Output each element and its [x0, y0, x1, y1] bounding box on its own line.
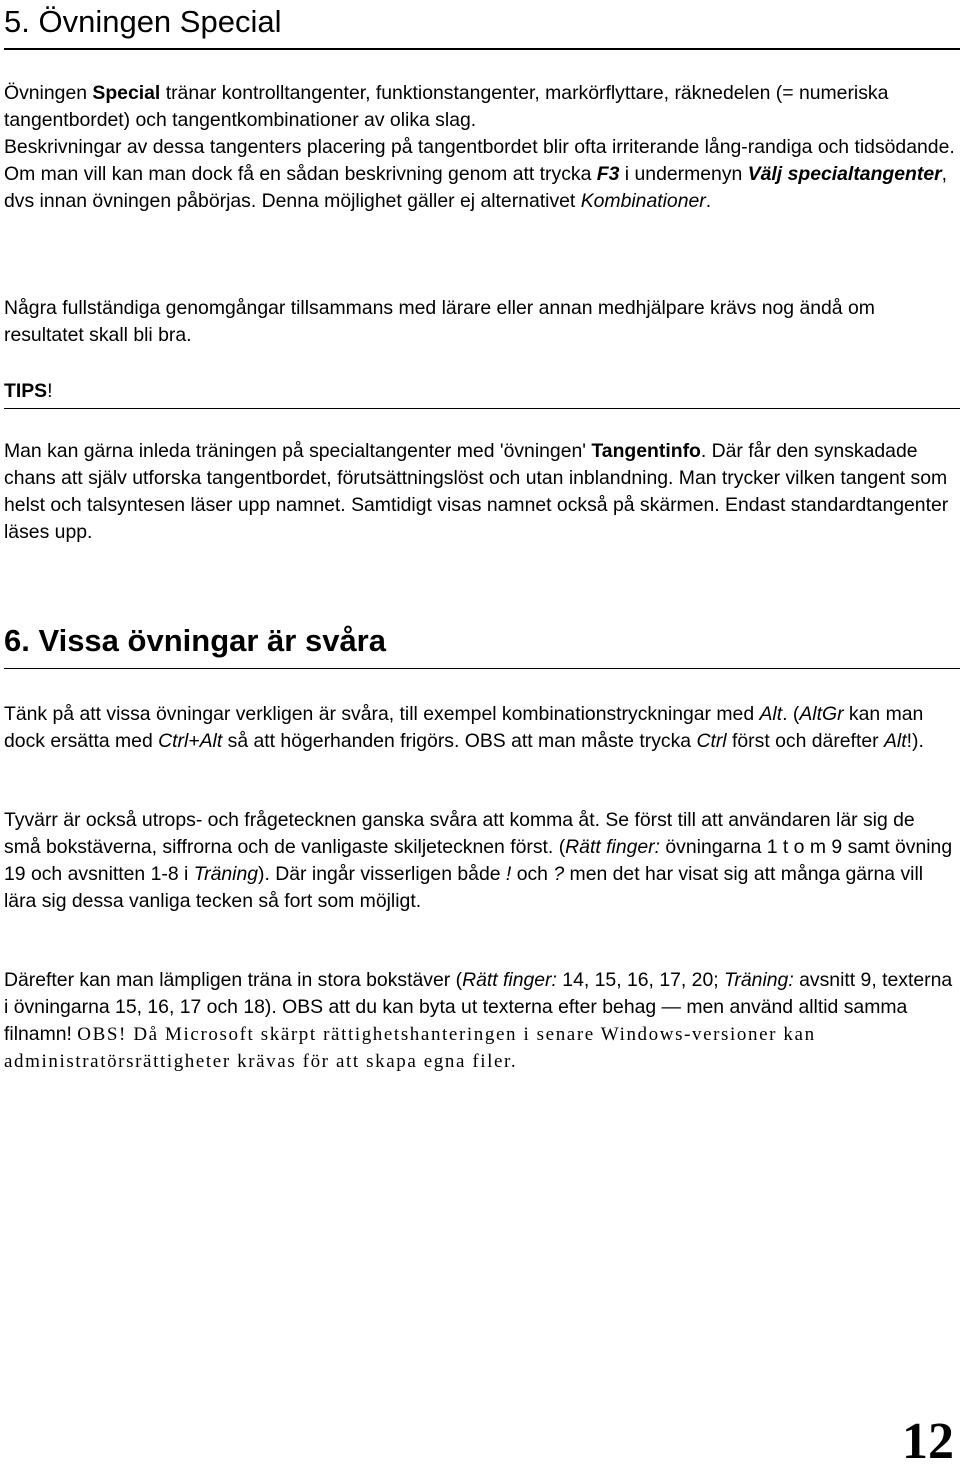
section-5-intro-paragraph: Övningen Special tränar kontrolltangenter, funktionstangenter, markörflyttare, räknedelen (= numeriska tangentbordet) och tangentkombinationer av olika slag.: [4, 82, 889, 131]
valj-specialtangenter-term: Välj specialtangenter: [747, 163, 942, 185]
section-6-alt-paragraph: Tänk på att vissa övningar verkligen är svåra, till exempel kombinationstryckningar med Alt. (AltGr kan man dock ersätta med Ctrl+Alt så att högerhanden frigörs. OBS att man måste trycka Ctrl först och därefter Alt!).: [4, 703, 924, 752]
f3-key-term: F3: [596, 163, 620, 185]
page-number: 12: [902, 1413, 954, 1470]
special-term: Special: [92, 82, 161, 104]
section-6-capitals-paragraph: Därefter kan man lämpligen träna in stora bokstäver (Rätt finger: 14, 15, 16, 17, 20; Träning: avsnitt 9, texterna i övningarna 15, 16, 17 och 18). OBS att du kan byta ut texterna efter behag — men använd alltid samma filnamn! OBS! Då Microsoft skärpt rättighetshanteringen i senare Windows-versioner kan administratörsrättigheter krävas för att skapa egna filer.: [4, 969, 953, 1072]
section-5-heading: 5. Övningen Special: [4, 0, 960, 50]
section-6-heading: 6. Vissa övningar är svåra: [4, 618, 960, 669]
tips-paragraph: Man kan gärna inleda träningen på specialtangenter med 'övningen' Tangentinfo. Där får den synskadade chans att själv utforska tangentbordet, förutsättningslöst och utan inblandning. Man trycker vilken tangent som helst och talsyntesen läser upp namnet. Samtidigt visas namnet också på skärmen. Endast standardtangenter läses upp.: [4, 440, 949, 543]
section-5-guidance-paragraph: Några fullständiga genomgångar tillsammans med lärare eller annan medhjälpare krävs nog ändå om resultatet skall bli bra.: [4, 297, 875, 346]
tangentinfo-term: Tangentinfo: [591, 440, 701, 462]
section-6-punctuation-paragraph: Tyvärr är också utrops- och frågetecknen ganska svåra att komma åt. Se först till att användaren lär sig de små bokstäverna, siffrorna och de vanligaste skiljetecknen först. (Rätt finger: övningarna 1 t o m 9 samt övning 19 och avsnitten 1-8 i Träning). Där ingår visserligen både ! och ? men det har visat sig att många gärna vill lära sig dessa vanliga tecken så fort som möjligt.: [4, 809, 953, 912]
kombinationer-term: Kombinationer: [580, 190, 706, 212]
windows-rights-note: OBS! Då Microsoft skärpt rättighetshanteringen i senare Windows-versioner kan administratörsrättigheter krävas för att skapa egna filer.: [4, 1024, 816, 1072]
section-5-description-paragraph: Beskrivningar av dessa tangenters placering på tangentbordet blir ofta irriterande lång-randiga och tidsödande. Om man vill kan man dock få en sådan beskrivning genom att trycka F3 i undermenyn Välj specialtangenter, dvs innan övningen påbörjas. Denna möjlighet gäller ej alternativet Kombinationer.: [4, 136, 955, 212]
tips-heading: TIPS!: [4, 374, 960, 409]
